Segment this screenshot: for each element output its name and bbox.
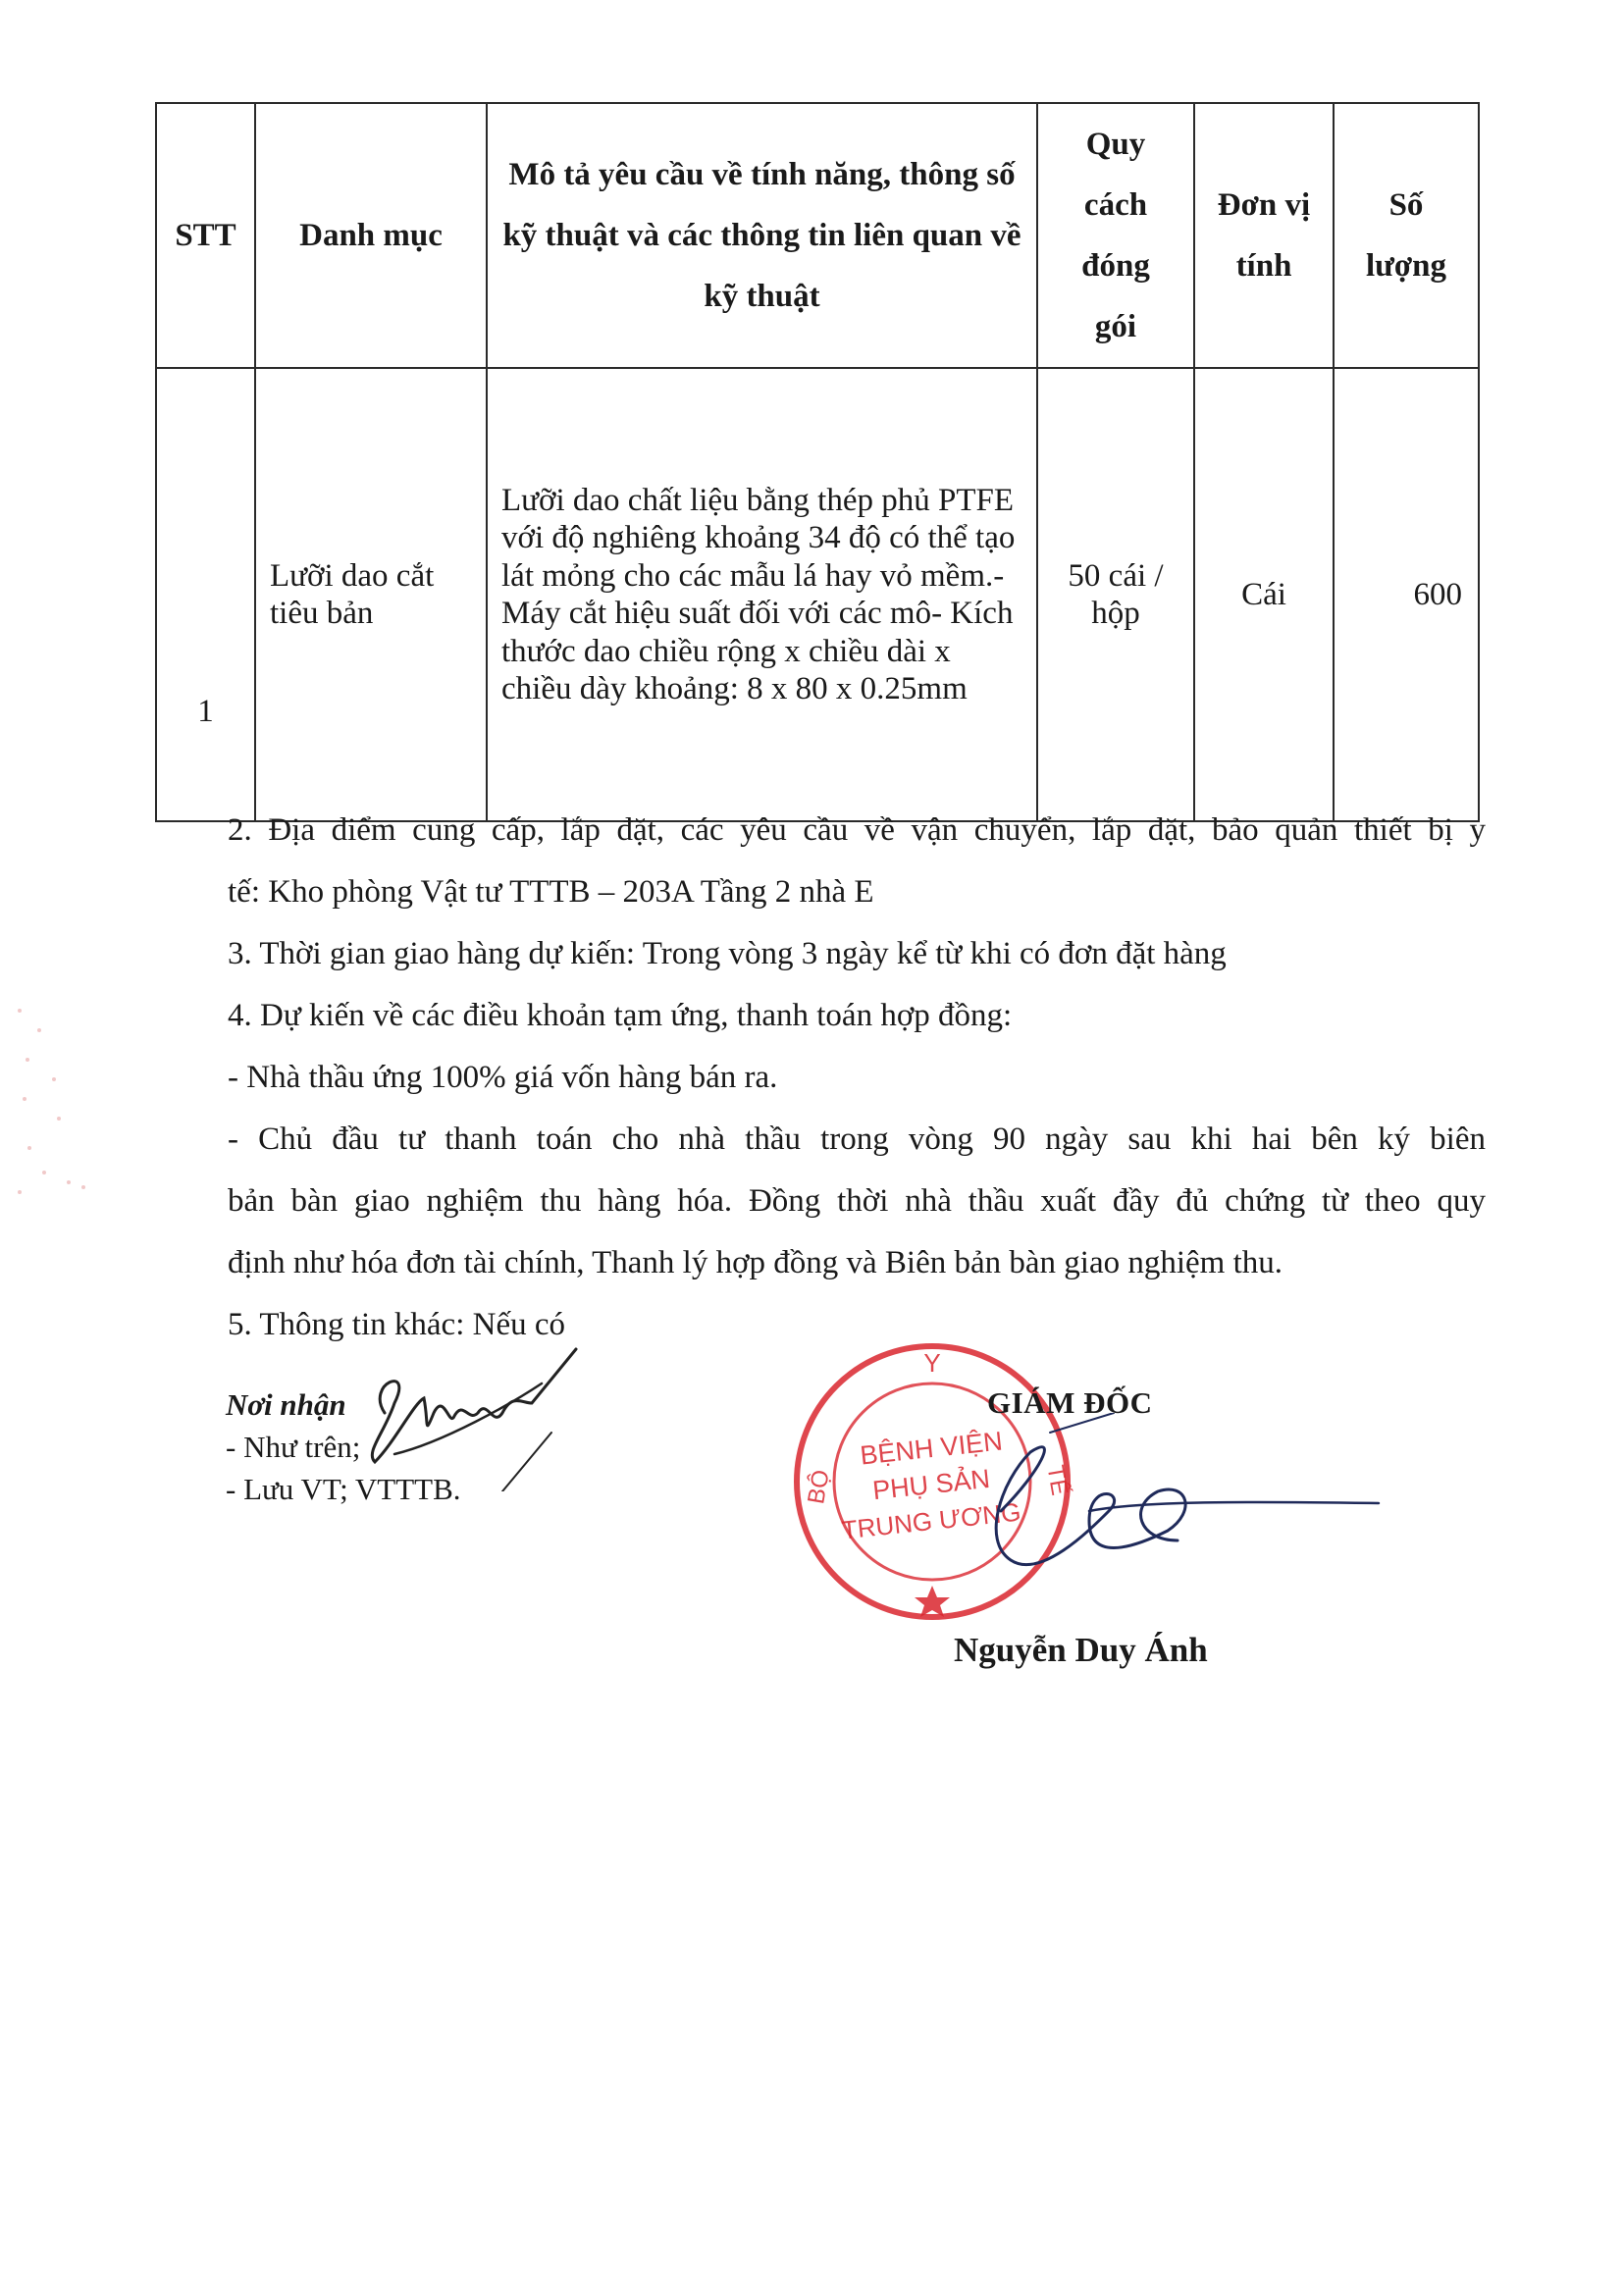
header-danh-muc: Danh mục (255, 103, 487, 368)
recipients-title: Nơi nhận (226, 1387, 346, 1422)
director-signature (942, 1413, 1393, 1609)
header-stt: STT (156, 103, 255, 368)
svg-text:TRUNG ƯƠNG: TRUNG ƯƠNG (840, 1496, 1022, 1545)
table-row (156, 368, 1479, 821)
table-header-row (156, 103, 1479, 368)
section-4: 4. Dự kiến về các điều khoản tạm ứng, thanh toán hợp đồng: (228, 998, 1013, 1033)
section-2-line-1: 2. Địa điểm cung cấp, lắp đặt, các yêu cầu về vận chuyển, lắp đặt, bảo quản thiết bị y (228, 812, 1486, 848)
signer-name: Nguyễn Duy Ánh (954, 1631, 1208, 1669)
section-3: 3. Thời gian giao hàng dự kiến: Trong vòng 3 ngày kể từ khi có đơn đặt hàng (228, 936, 1227, 971)
signer-title: GIÁM ĐỐC (987, 1385, 1153, 1420)
section-2-line-2: tế: Kho phòng Vật tư TTTB – 203A Tầng 2 nhà E (228, 874, 874, 910)
section-4-payment-line-1: - Chủ đầu tư thanh toán cho nhà thầu trong vòng 90 ngày sau khi hai bên ký biên (228, 1122, 1486, 1157)
cell-mo-ta: Lưỡi dao chất liệu bằng thép phủ PTFE với độ nghiêng khoảng 34 độ có thể tạo lát mỏng cho các mẫu lá hay vỏ mềm.- Máy cắt hiệu suất đối với các mô- Kích thước dao chiều rộng x chiều dài x chiều dày khoảng: 8 x 80 x 0.25mm (487, 368, 1037, 821)
cell-don-vi: Cái (1194, 368, 1334, 821)
header-don-vi: Đơn vị tính (1194, 103, 1334, 368)
recipient-item: - Lưu VT; VTTTB. (226, 1472, 461, 1506)
header-mo-ta: Mô tả yêu cầu về tính năng, thông số kỹ thuật và các thông tin liên quan về kỹ thuật (487, 103, 1037, 368)
header-quy-cach: Quy cách đóng gói (1037, 103, 1194, 368)
svg-text:BỘ: BỘ (803, 1468, 835, 1506)
section-4-payment-line-3: định như hóa đơn tài chính, Thanh lý hợp đồng và Biên bản bàn giao nghiệm thu. (228, 1245, 1283, 1280)
section-5: 5. Thông tin khác: Nếu có (228, 1307, 565, 1342)
cell-stt: 1 (156, 368, 255, 821)
cell-danh-muc: Lưỡi dao cắt tiêu bản (255, 368, 487, 821)
section-2 (228, 800, 1486, 1356)
header-so-luong: Số lượng (1334, 103, 1479, 368)
spec-table (155, 102, 1480, 822)
section-4-payment-line-2: bản bàn giao nghiệm thu hàng hóa. Đồng thời nhà thầu xuất đầy đủ chứng từ theo quy (228, 1183, 1486, 1219)
stamp-remnant-mark (0, 981, 98, 1236)
cell-so-luong: 600 (1334, 368, 1479, 821)
section-4-advance: - Nhà thầu ứng 100% giá vốn hàng bán ra. (228, 1060, 778, 1095)
svg-text:TẾ: TẾ (1041, 1463, 1073, 1498)
cell-quy-cach: 50 cái / hộp (1037, 368, 1194, 821)
recipient-item: - Như trên; (226, 1430, 361, 1464)
svg-text:PHỤ SẢN: PHỤ SẢN (870, 1463, 992, 1506)
initials-signature (355, 1344, 581, 1491)
svg-text:BỆNH VIỆN: BỆNH VIỆN (859, 1426, 1005, 1471)
svg-text:Y: Y (923, 1348, 941, 1378)
